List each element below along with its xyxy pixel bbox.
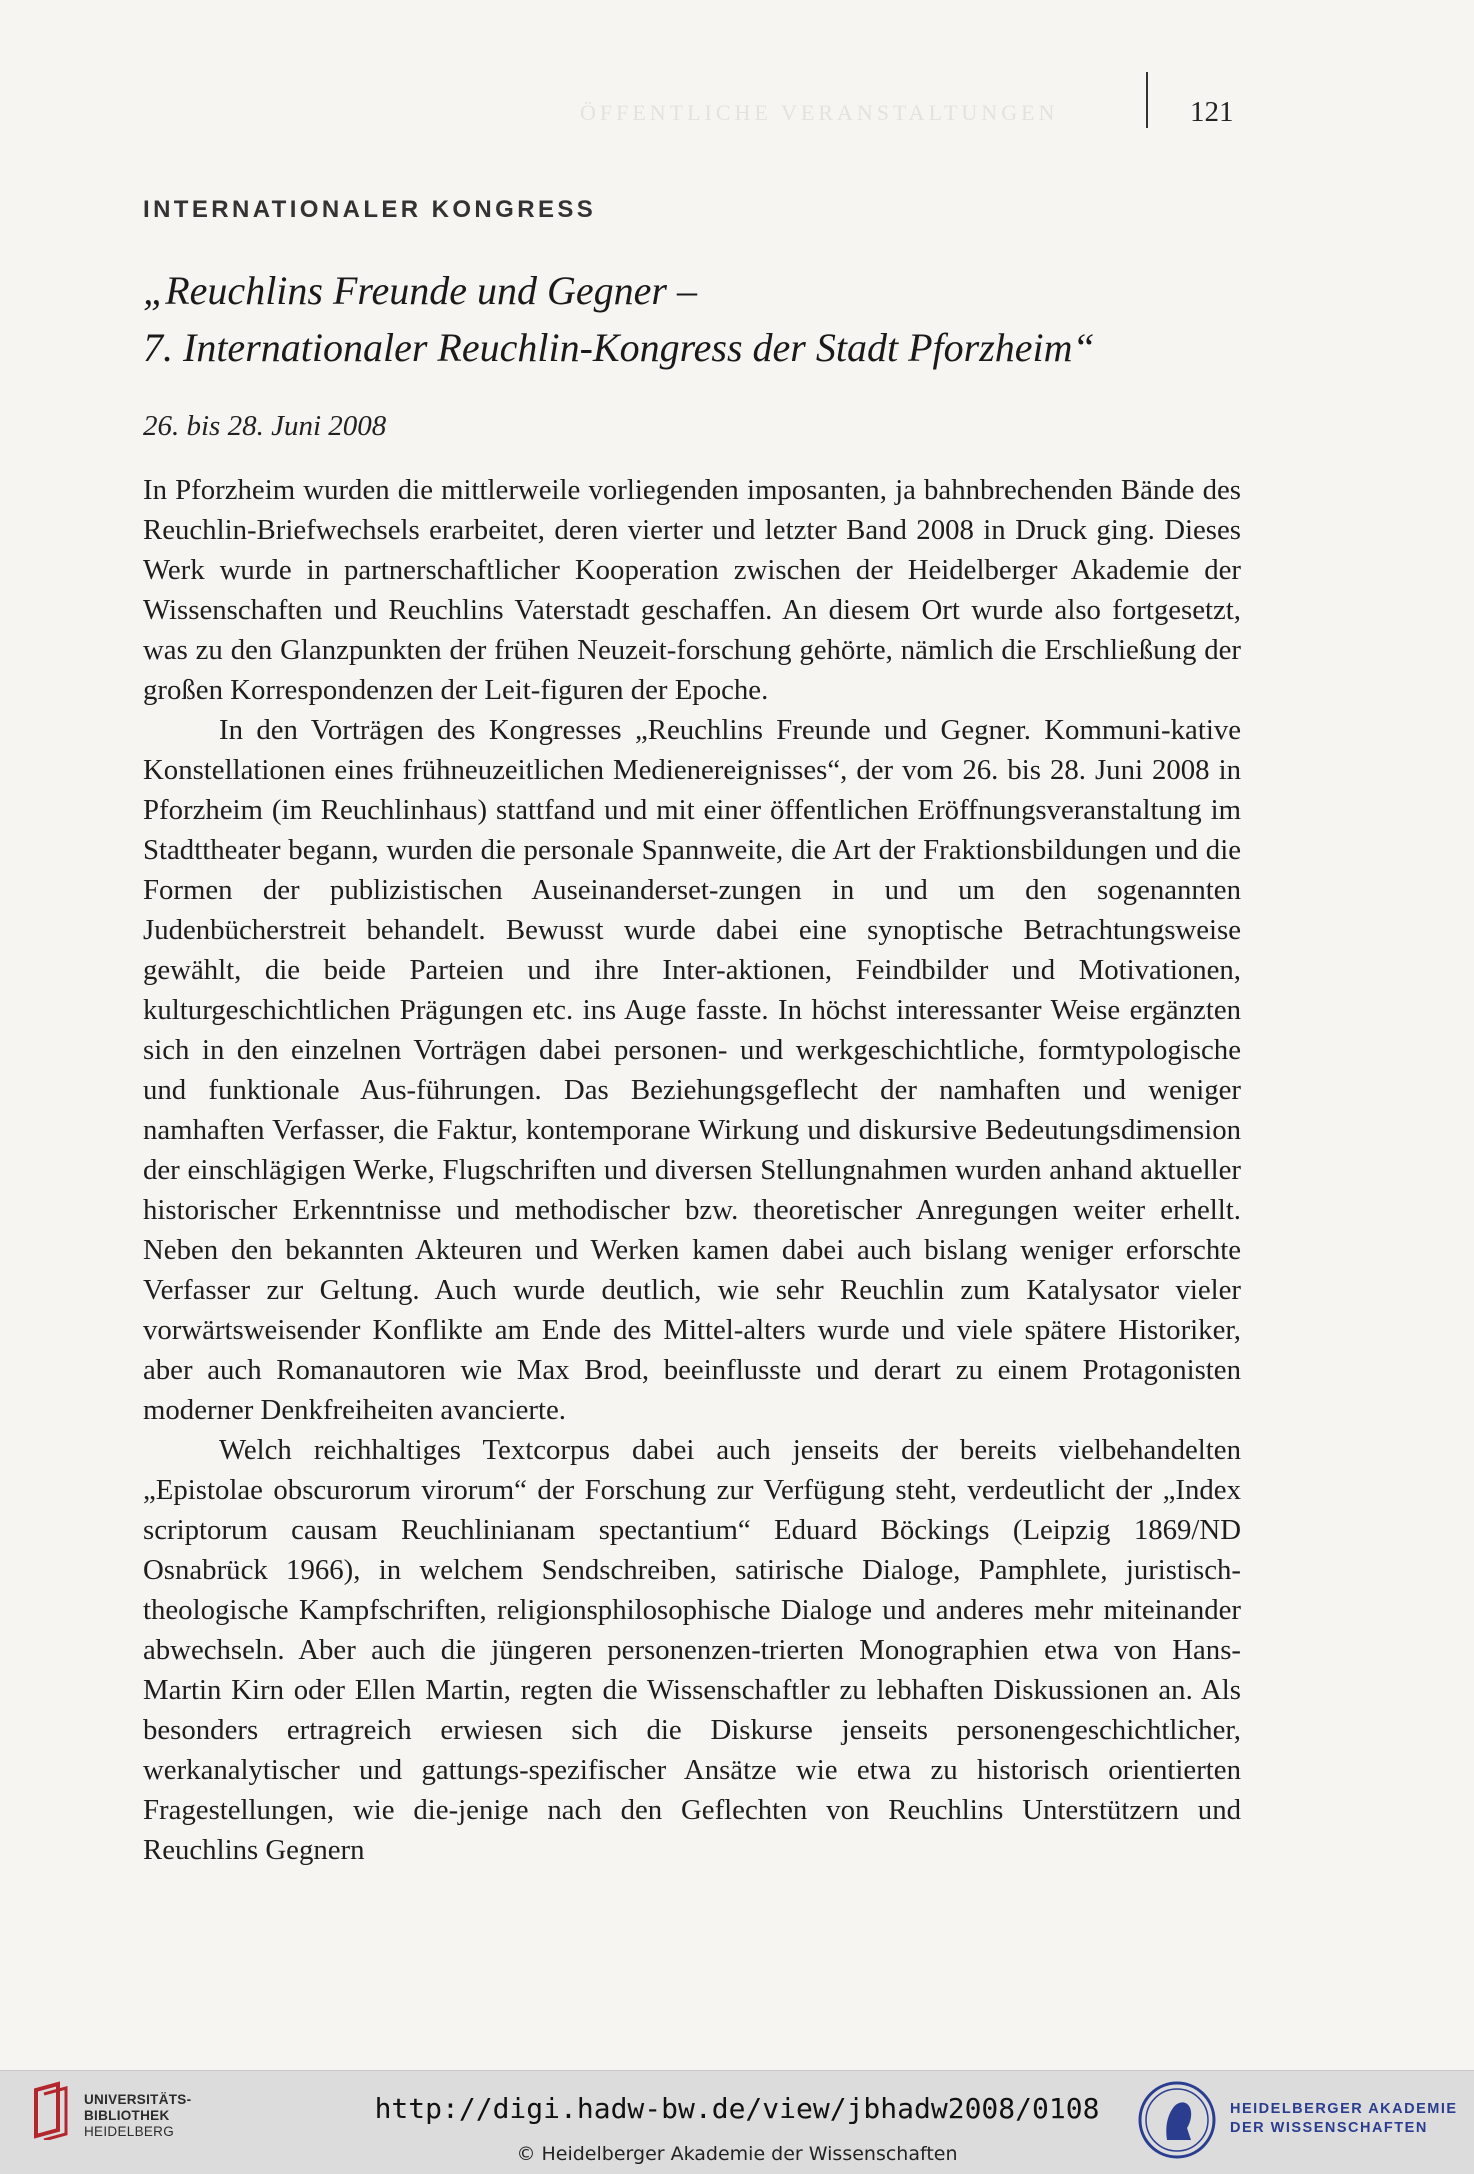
academy-line-2: DER WISSENSCHAFTEN: [1230, 2120, 1428, 2136]
paragraph: In Pforzheim wurden die mittlerweile vorliegenden imposanten, ja bahnbrechenden Bände des Reuchlin-Briefwechsels erarbeitet, deren vierter und letzter Band 2008 in Druck ging. Dieses Werk wurde in partnerschaftlicher Kooperation zwischen der Heidelberger Akademie der Wissenschaften und Reuchlins Vaterstadt geschaffen. An diesem Ort wurde also fortgesetzt, was zu den Glanzpunkten der frühen Neuzeit-forschung gehörte, nämlich die Erschließung der großen Korrespondenzen der Leit-figuren der Epoche.: [143, 474, 1241, 706]
ub-line-1: UNIVERSITÄTS-: [84, 2092, 192, 2107]
article-title: [143, 262, 1243, 376]
academy-name: [1230, 2100, 1458, 2138]
academy-line-1: HEIDELBERGER AKADEMIE: [1230, 2101, 1458, 2117]
academy-seal-icon: [1137, 2080, 1217, 2160]
event-date: 26. bis 28. Juni 2008: [143, 410, 387, 442]
copyright-notice: © Heidelberger Akademie der Wissenschaften: [516, 2143, 958, 2165]
ub-line-3: HEIDELBERG: [84, 2124, 175, 2139]
paragraph: In den Vorträgen des Kongresses „Reuchlins Freunde und Gegner. Kommuni-kative Konstellationen eines frühneuzeitlichen Medienereignisses“, der vom 26. bis 28. Juni 2008 in Pforzheim (im Reuchlinhaus) stattfand und mit einer öffentlichen Eröffnungsveranstaltung im Stadttheater begann, wurden die personale Spannweite, die Art der Fraktionsbildungen und die Formen der publizistischen Auseinanderset-zungen in und um den sogenannten Judenbücherstreit behandelt. Bewusst wurde dabei eine synoptische Betrachtungsweise gewählt, die beide Parteien und ihre Inter-aktionen, Feindbilder und Motivationen, kulturgeschichtlichen Prägungen etc. ins Auge fasste. In höchst interessanter Weise ergänzten sich in den einzelnen Vorträgen dabei personen- und werkgeschichtliche, formtypologische und funktionale Aus-führungen. Das Beziehungsgeflecht der namhaften und weniger namhaften Verfasser, die Faktur, kontemporane Wirkung und diskursive Bedeutungsdimension der einschlägigen Werke, Flugschriften und diversen Stellungnahmen wurden anhand aktueller historischer Erkenntnisse und methodischer bzw. theoretischer Anregungen weiter erhellt. Neben den bekannten Akteuren und Werken kamen dabei auch bislang weniger erforschte Verfasser zur Geltung. Auch wurde deutlich, wie sehr Reuchlin zum Katalysator vieler vorwärtsweisender Konflikte am Ende des Mittel-alters wurde und viele spätere Historiker, aber auch Romanautoren wie Max Brod, beeinflusste und derart zu einem Protagonisten moderner Denkfreiheiten avancierte.: [143, 714, 1241, 1426]
permalink-url[interactable]: http://digi.hadw-bw.de/view/jbhadw2008/0108: [374, 2092, 1100, 2125]
page-number: 121: [1190, 96, 1234, 128]
title-line-1: „Reuchlins Freunde und Gegner –: [143, 268, 697, 313]
paragraph: Welch reichhaltiges Textcorpus dabei auch jenseits der bereits vielbehandelten „Epistolae obscurorum virorum“ der Forschung zur Verfügung steht, verdeutlicht der „Index scriptorum causam Reuchlinianam spectantium“ Eduard Böckings (Leipzig 1869/ND Osnabrück 1966), in welchem Sendschreiben, satirische Dialoge, Pamphlete, juristisch-theologische Kampfschriften, religionsphilosophische Dialoge und anderes mehr miteinander abwechseln. Aber auch die jüngeren personenzen-trierten Monographien etwa von Hans-Martin Kirn oder Ellen Martin, regten die Wissenschaftler zu lebhaften Diskussionen an. Als besonders ertragreich erwiesen sich die Diskurse jenseits personengeschichtlicher, werkanalytischer und gattungs-spezifischer Ansätze wie etwa zu historisch orientierten Fragestellungen, wie die-jenige nach den Geflechten von Reuchlins Unterstützern und Reuchlins Gegnern: [143, 1434, 1241, 1866]
header-rule: [1146, 72, 1148, 128]
section-kicker: INTERNATIONALER KONGRESS: [143, 196, 597, 223]
show-through-running-head: ÖFFENTLICHE VERANSTALTUNGEN: [580, 100, 1059, 125]
title-line-2: 7. Internationaler Reuchlin-Kongress der Stadt Pforzheim“: [143, 325, 1095, 370]
article-body: [143, 470, 1241, 1870]
ub-line-2: BIBLIOTHEK: [84, 2108, 170, 2123]
